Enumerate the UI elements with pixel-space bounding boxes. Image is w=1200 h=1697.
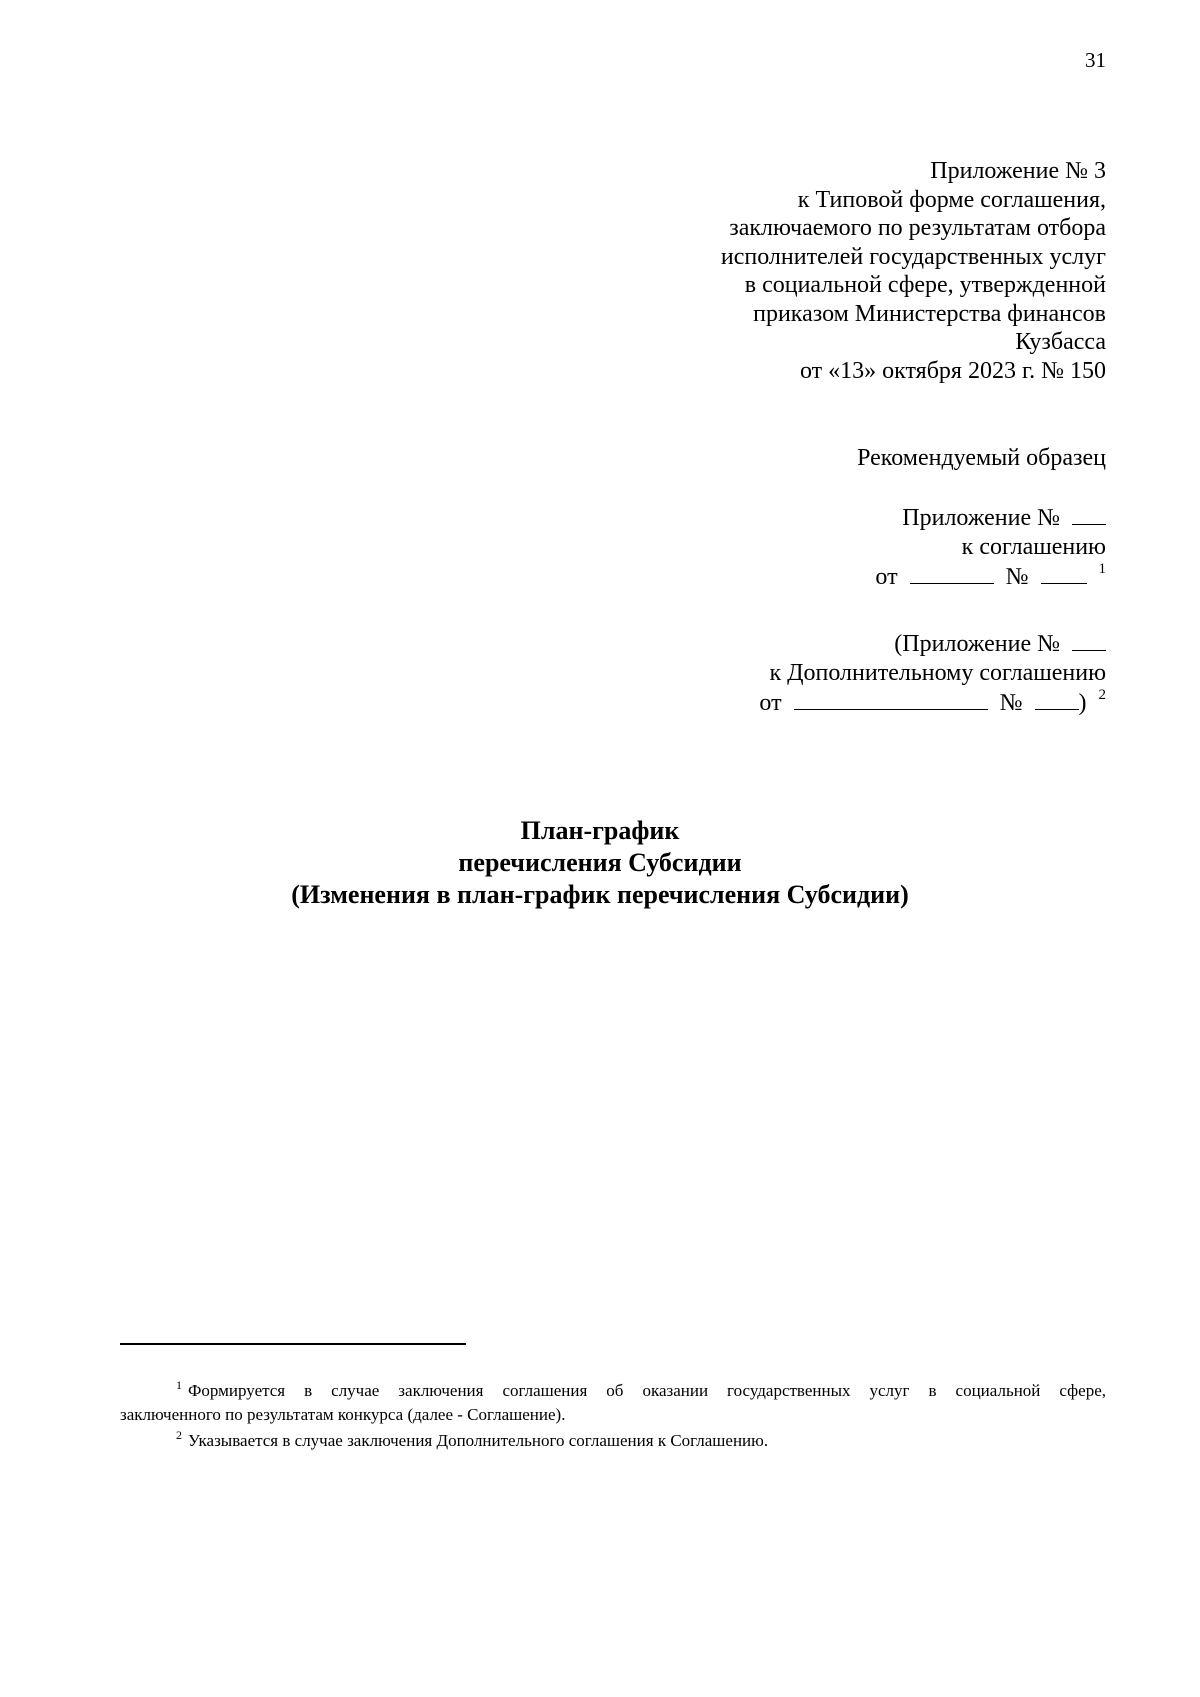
title-line-2: перечисления Субсидии	[458, 848, 742, 877]
footnote-1-number: 1	[176, 1378, 182, 1393]
page-number: 31	[1085, 48, 1106, 72]
footnotes	[120, 1379, 1106, 1453]
agreement-annex-label: Приложение №	[902, 505, 1060, 531]
annex-header-line: к Типовой форме соглашения,	[797, 186, 1106, 213]
annex-header-line: Кузбасса	[1015, 329, 1106, 355]
title-line-1: План-график	[520, 816, 680, 845]
annex-header	[721, 157, 1106, 385]
annex-header-line: в социальной сфере, утвержденной	[744, 272, 1106, 298]
supplement-close-paren: )	[1078, 690, 1087, 716]
footnote-1-first-line	[120, 1379, 1106, 1403]
agreement-number-blank	[1041, 561, 1087, 584]
supplement-annex-number-blank	[1072, 628, 1106, 651]
supplement-annex	[759, 628, 1106, 718]
sample-label	[857, 444, 1106, 473]
footnote-ref-2: 2	[1098, 687, 1106, 703]
sample-label-text: Рекомендуемый образец	[857, 445, 1106, 471]
document-title	[0, 815, 1200, 911]
footnote-2-number: 2	[176, 1428, 182, 1443]
annex-header-line: приказом Министерства финансов	[753, 300, 1106, 327]
supplement-annex-date-line	[759, 687, 1106, 718]
annex-header-line: исполнителей государственных услуг	[720, 243, 1106, 270]
supplement-date-blank	[794, 687, 988, 710]
supplement-annex-number-line	[759, 628, 1106, 659]
agreement-annex	[875, 502, 1106, 592]
agreement-date-label: от	[875, 564, 898, 590]
agreement-annex-date-line	[875, 561, 1106, 592]
agreement-annex-number-line	[875, 502, 1106, 533]
agreement-number-label: №	[1005, 564, 1029, 590]
footnote-1-text: Формируется в случае заключения соглашения об оказании государственных услуг в социальной сфере,	[188, 1381, 1106, 1400]
footnote-1	[120, 1379, 1106, 1427]
annex-header-line: от «13» октября 2023 г. № 150	[799, 357, 1106, 384]
supplement-number-label: №	[999, 690, 1023, 716]
supplement-date-label: от	[759, 690, 782, 716]
annex-header-line: Приложение № 3	[930, 158, 1106, 184]
supplement-annex-to-supplement: к Дополнительному соглашению	[769, 659, 1106, 686]
agreement-annex-to-agreement: к соглашению	[961, 533, 1106, 560]
footnote-separator	[120, 1343, 466, 1345]
footnote-ref-1: 1	[1098, 561, 1106, 577]
footnote-2-text: Указывается в случае заключения Дополнительного соглашения к Соглашению.	[188, 1431, 769, 1450]
annex-header-line: заключаемого по результатам отбора	[729, 215, 1106, 241]
supplement-annex-label: (Приложение №	[894, 631, 1060, 657]
agreement-annex-number-blank	[1072, 502, 1106, 525]
supplement-number-blank	[1035, 687, 1079, 710]
footnote-2	[120, 1429, 1106, 1453]
agreement-date-blank	[910, 561, 994, 584]
footnote-1-continuation: заключенного по результатам конкурса (далее - Соглашение).	[120, 1405, 566, 1424]
title-line-3: (Изменения в план-график перечисления Субсидии)	[291, 880, 909, 909]
